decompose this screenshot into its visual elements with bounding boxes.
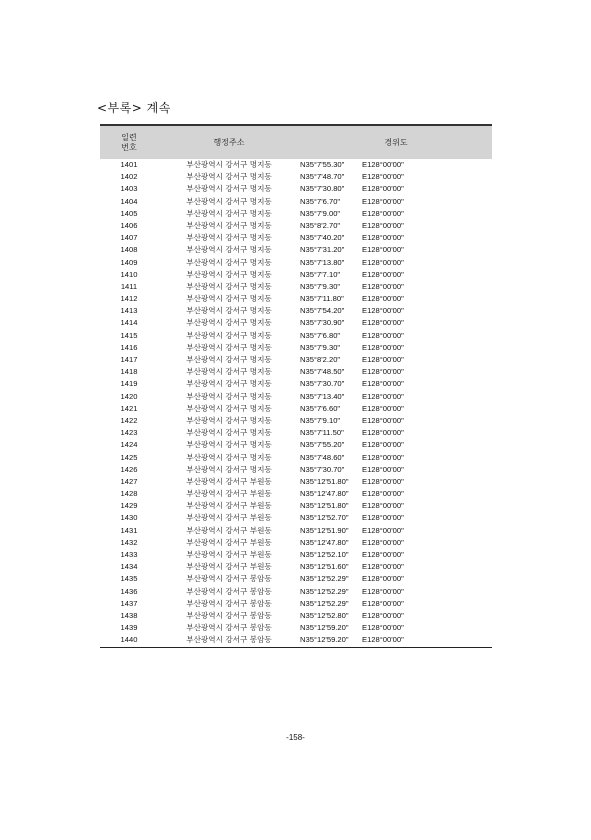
- longitude: E128°00'00": [362, 391, 404, 401]
- address-cell: 부산광역시 강서구 봉암동: [186, 586, 272, 596]
- table-row: [100, 330, 492, 342]
- serial-number: 1402: [120, 172, 138, 182]
- coordinates-cell: [300, 573, 492, 585]
- longitude: E128°00'00": [362, 428, 404, 438]
- longitude: E128°00'00": [362, 452, 404, 462]
- serial-number: 1426: [120, 464, 138, 474]
- address-cell: 부산광역시 강서구 명지동: [186, 172, 272, 182]
- longitude: E128°00'00": [362, 440, 404, 450]
- longitude: E128°00'00": [362, 513, 404, 523]
- longitude: E128°00'00": [362, 294, 404, 304]
- latitude: N35°7'54.20": [300, 306, 345, 316]
- address-cell: 부산광역시 강서구 명지동: [186, 330, 272, 340]
- table-body: [100, 159, 492, 647]
- longitude: E128°00'00": [362, 330, 404, 340]
- latitude: N35°12'52.29": [300, 586, 349, 596]
- page-number: -158-: [286, 733, 305, 742]
- latitude: N35°7'30.90": [300, 318, 345, 328]
- coordinates-cell: [300, 232, 492, 244]
- longitude: E128°00'00": [362, 537, 404, 547]
- header-serial-number: [100, 125, 158, 159]
- serial-number: 1431: [120, 525, 138, 535]
- latitude: N35°7'30.80": [300, 184, 345, 194]
- address-cell: 부산광역시 강서구 명지동: [186, 245, 272, 255]
- serial-number: 1429: [120, 501, 138, 511]
- table-row: [100, 317, 492, 329]
- table-row: [100, 257, 492, 269]
- coordinates-cell: [300, 183, 492, 195]
- coordinates-cell: [300, 427, 492, 439]
- serial-number: 1414: [120, 318, 138, 328]
- address-cell: 부산광역시 강서구 명지동: [186, 415, 272, 425]
- address-cell: 부산광역시 강서구 봉암동: [158, 634, 300, 647]
- longitude: E128°00'00": [362, 525, 404, 535]
- serial-number: 1419: [120, 379, 138, 389]
- table-row: [100, 610, 492, 622]
- address-cell: 부산광역시 강서구 명지동: [186, 403, 272, 413]
- coordinates-cell: [300, 634, 492, 647]
- address-cell: 부산광역시 강서구 명지동: [186, 440, 272, 450]
- serial-number: 1407: [120, 233, 138, 243]
- longitude: E128°00'00": [362, 574, 404, 584]
- coordinates-cell: [300, 305, 492, 317]
- page-heading: <부록> 계속: [97, 101, 171, 115]
- address-cell: 부산광역시 강서구 명지동: [186, 257, 272, 267]
- coordinates-cell: [300, 464, 492, 476]
- address-cell: 부산광역시 강서구 명지동: [186, 379, 272, 389]
- coordinates-cell: [300, 317, 492, 329]
- table-row: [100, 305, 492, 317]
- table-row: [100, 232, 492, 244]
- coordinates-cell: [300, 391, 492, 403]
- serial-number: 1435: [120, 574, 138, 584]
- table-row: [100, 537, 492, 549]
- latitude: N35°7'9.30": [300, 281, 341, 291]
- latitude: N35°7'6.60": [300, 403, 341, 413]
- latitude: N35°7'13.80": [300, 257, 345, 267]
- table-row: [100, 171, 492, 183]
- address-cell: 부산광역시 강서구 부원동: [186, 537, 272, 547]
- longitude: E128°00'00": [362, 172, 404, 182]
- serial-number: 1427: [120, 476, 138, 486]
- latitude: N35°7'13.40": [300, 391, 345, 401]
- serial-number: 1405: [120, 208, 138, 218]
- serial-number: 1422: [120, 415, 138, 425]
- latitude: N35°12'52.70": [300, 513, 349, 523]
- latitude: N35°7'55.20": [300, 440, 345, 450]
- coordinates-cell: [300, 269, 492, 281]
- table-row: [100, 183, 492, 195]
- table-row: [100, 549, 492, 561]
- table-row: [100, 573, 492, 585]
- latitude: N35°8'2.70": [300, 220, 341, 230]
- address-cell: 부산광역시 강서구 부원동: [186, 562, 272, 572]
- address-cell: 부산광역시 강서구 명지동: [186, 355, 272, 364]
- coordinates-cell: [300, 244, 492, 256]
- latitude: N35°7'48.60": [300, 452, 345, 462]
- latitude: N35°7'11.80": [300, 294, 344, 304]
- latitude: N35°7'48.70": [300, 172, 345, 182]
- serial-number: 1439: [120, 623, 138, 633]
- coordinates-cell: [300, 354, 492, 366]
- longitude: E128°00'00": [362, 598, 404, 608]
- coordinates-cell: [300, 537, 492, 549]
- table-row: [100, 378, 492, 390]
- coordinates-cell: [300, 622, 492, 634]
- header-coordinates: 경위도: [300, 125, 492, 159]
- longitude: E128°00'00": [362, 196, 404, 206]
- address-cell: 부산광역시 강서구 봉암동: [186, 623, 272, 633]
- longitude: E128°00'00": [362, 464, 404, 474]
- table-row: [100, 634, 492, 647]
- longitude: E128°00'00": [362, 379, 404, 389]
- table-row: [100, 427, 492, 439]
- latitude: N35°12'52.10": [300, 550, 349, 559]
- serial-number: 1411: [120, 281, 138, 291]
- table-row: [100, 281, 492, 293]
- coordinates-cell: [300, 403, 492, 415]
- serial-number: 1418: [120, 367, 138, 377]
- longitude: E128°00'00": [362, 403, 404, 413]
- table-row: [100, 525, 492, 537]
- coordinates-cell: [300, 281, 492, 293]
- address-cell: 부산광역시 강서구 명지동: [186, 391, 272, 401]
- header-serial-line2: 번호: [121, 142, 137, 152]
- address-cell: 부산광역시 강서구 부원동: [186, 525, 272, 535]
- longitude: E128°00'00": [362, 160, 404, 169]
- address-cell: 부산광역시 강서구 명지동: [186, 464, 272, 474]
- longitude: E128°00'00": [362, 501, 404, 511]
- serial-number: 1417: [120, 355, 138, 364]
- latitude: N35°12'51.90": [300, 525, 349, 535]
- address-cell: 부산광역시 강서구 명지동: [186, 196, 272, 206]
- address-cell: 부산광역시 강서구 명지동: [186, 318, 272, 328]
- latitude: N35°7'6.80": [300, 330, 341, 340]
- coordinates-cell: [300, 439, 492, 451]
- table-row: [100, 464, 492, 476]
- coordinates-cell: [300, 171, 492, 183]
- coordinates-cell: [300, 220, 492, 232]
- coordinates-cell: [300, 610, 492, 622]
- address-cell: 부산광역시 강서구 봉암동: [186, 610, 272, 620]
- address-cell: 부산광역시 강서구 부원동: [186, 489, 272, 499]
- longitude: E128°00'00": [362, 415, 404, 425]
- coordinates-cell: [300, 257, 492, 269]
- longitude: E128°00'00": [362, 562, 404, 572]
- longitude: E128°00'00": [362, 635, 404, 645]
- address-cell: 부산광역시 강서구 명지동: [186, 281, 272, 291]
- longitude: E128°00'00": [362, 489, 404, 499]
- longitude: E128°00'00": [362, 184, 404, 194]
- latitude: N35°7'48.50": [300, 367, 345, 377]
- serial-number: 1432: [120, 537, 138, 547]
- coordinates-cell: [300, 476, 492, 488]
- table-row: [100, 561, 492, 573]
- latitude: N35°12'51.80": [300, 501, 349, 511]
- coordinates-cell: [300, 488, 492, 500]
- table-row: [100, 220, 492, 232]
- table-row: [100, 512, 492, 524]
- latitude: N35°8'2.20": [300, 355, 341, 364]
- latitude: N35°7'9.30": [300, 342, 341, 352]
- address-cell: 부산광역시 강서구 봉암동: [186, 574, 272, 584]
- table-row: [100, 500, 492, 512]
- coordinates-cell: [300, 598, 492, 610]
- address-cell: 부산광역시 강서구 명지동: [186, 367, 272, 377]
- longitude: E128°00'00": [362, 610, 404, 620]
- table-row: [100, 342, 492, 354]
- latitude: N35°7'30.70": [300, 379, 345, 389]
- serial-number: 1430: [120, 513, 138, 523]
- serial-number: 1425: [120, 452, 138, 462]
- latitude: N35°12'47.80": [300, 489, 349, 499]
- longitude: E128°00'00": [362, 281, 404, 291]
- latitude: N35°7'11.50": [300, 428, 344, 438]
- longitude: E128°00'00": [362, 367, 404, 377]
- serial-number: 1413: [120, 306, 138, 316]
- coordinates-cell: [300, 342, 492, 354]
- longitude: E128°00'00": [362, 550, 404, 559]
- table-header-row: [100, 125, 492, 159]
- latitude: N35°7'31.20": [300, 245, 345, 255]
- table-row: [100, 488, 492, 500]
- serial-number: 1438: [120, 610, 138, 620]
- address-cell: 부산광역시 강서구 봉암동: [186, 598, 272, 608]
- coordinates-cell: [300, 500, 492, 512]
- serial-number: 1436: [120, 586, 138, 596]
- coordinates-cell: [300, 549, 492, 561]
- coordinates-table: [100, 124, 492, 648]
- table-row: [100, 439, 492, 451]
- longitude: E128°00'00": [362, 623, 404, 633]
- longitude: E128°00'00": [362, 208, 404, 218]
- longitude: E128°00'00": [362, 342, 404, 352]
- table-row: [100, 622, 492, 634]
- serial-number: 1403: [120, 184, 138, 194]
- latitude: N35°12'52.29": [300, 574, 349, 584]
- address-cell: 부산광역시 강서구 명지동: [186, 294, 272, 304]
- table-row: [100, 244, 492, 256]
- table-row: [100, 452, 492, 464]
- serial-number: 1406: [120, 220, 138, 230]
- latitude: N35°12'51.80": [300, 476, 349, 486]
- latitude: N35°7'9.00": [300, 208, 341, 218]
- longitude: E128°00'00": [362, 233, 404, 243]
- longitude: E128°00'00": [362, 355, 404, 364]
- latitude: N35°7'30.70": [300, 464, 345, 474]
- latitude: N35°12'59.20": [300, 623, 349, 633]
- table-row: [100, 208, 492, 220]
- coordinates-cell: [300, 525, 492, 537]
- serial-number: 1401: [120, 160, 138, 169]
- serial-number: 1437: [120, 598, 138, 608]
- latitude: N35°12'59.20": [300, 635, 349, 645]
- longitude: E128°00'00": [362, 306, 404, 316]
- coordinates-cell: [300, 159, 492, 171]
- serial-number: 1408: [120, 245, 138, 255]
- serial-number: 1421: [120, 403, 138, 413]
- coordinates-cell: [300, 330, 492, 342]
- table-row: [100, 403, 492, 415]
- serial-number: 1404: [120, 196, 138, 206]
- serial-number: 1433: [120, 550, 138, 559]
- serial-number: 1440: [100, 634, 158, 647]
- table-row: [100, 586, 492, 598]
- longitude: E128°00'00": [362, 269, 404, 279]
- address-cell: 부산광역시 강서구 명지동: [186, 342, 272, 352]
- address-cell: 부산광역시 강서구 명지동: [186, 184, 272, 194]
- address-cell: 부산광역시 강서구 명지동: [186, 208, 272, 218]
- serial-number: 1415: [120, 330, 138, 340]
- longitude: E128°00'00": [362, 318, 404, 328]
- coordinates-cell: [300, 512, 492, 524]
- latitude: N35°12'52.29": [300, 598, 349, 608]
- coordinates-cell: [300, 293, 492, 305]
- address-cell: 부산광역시 강서구 명지동: [186, 233, 272, 243]
- header-serial-line1: 일련: [121, 132, 137, 142]
- address-cell: 부산광역시 강서구 명지동: [186, 452, 272, 462]
- address-cell: 부산광역시 강서구 부원동: [186, 476, 272, 486]
- table-row: [100, 269, 492, 281]
- coordinates-cell: [300, 415, 492, 427]
- longitude: E128°00'00": [362, 220, 404, 230]
- coordinates-cell: [300, 452, 492, 464]
- longitude: E128°00'00": [362, 476, 404, 486]
- latitude: N35°7'7.10": [300, 269, 341, 279]
- coordinates-cell: [300, 586, 492, 598]
- latitude: N35°7'55.30": [300, 160, 345, 169]
- table-row: [100, 196, 492, 208]
- address-cell: 부산광역시 강서구 명지동: [186, 306, 272, 316]
- address-cell: 부산광역시 강서구 명지동: [186, 160, 272, 169]
- serial-number: 1428: [120, 489, 138, 499]
- serial-number: 1420: [120, 391, 138, 401]
- table-row: [100, 366, 492, 378]
- coordinates-cell: [300, 208, 492, 220]
- serial-number: 1410: [120, 269, 138, 279]
- address-cell: 부산광역시 강서구 명지동: [186, 428, 272, 438]
- serial-number: 1424: [120, 440, 138, 450]
- table-row: [100, 391, 492, 403]
- table-row: [100, 415, 492, 427]
- table-row: [100, 159, 492, 171]
- coordinates-cell: [300, 196, 492, 208]
- serial-number: 1423: [120, 428, 138, 438]
- serial-number: 1409: [120, 257, 138, 267]
- address-cell: 부산광역시 강서구 부원동: [186, 513, 272, 523]
- latitude: N35°12'51.60": [300, 562, 349, 572]
- serial-number: 1434: [120, 562, 138, 572]
- address-cell: 부산광역시 강서구 명지동: [186, 269, 272, 279]
- header-address: 행정주소: [158, 125, 300, 159]
- address-cell: 부산광역시 강서구 명지동: [186, 220, 272, 230]
- coordinates-cell: [300, 378, 492, 390]
- table-row: [100, 476, 492, 488]
- address-cell: 부산광역시 강서구 부원동: [186, 550, 272, 559]
- coordinates-cell: [300, 561, 492, 573]
- serial-number: 1412: [120, 294, 138, 304]
- coordinates-cell: [300, 366, 492, 378]
- serial-number: 1416: [120, 342, 138, 352]
- latitude: N35°12'47.80": [300, 537, 349, 547]
- table-row: [100, 354, 492, 366]
- table-row: [100, 293, 492, 305]
- longitude: E128°00'00": [362, 245, 404, 255]
- longitude: E128°00'00": [362, 586, 404, 596]
- longitude: E128°00'00": [362, 257, 404, 267]
- latitude: N35°7'40.20": [300, 233, 345, 243]
- address-cell: 부산광역시 강서구 부원동: [186, 501, 272, 511]
- latitude: N35°12'52.80": [300, 610, 349, 620]
- latitude: N35°7'6.70": [300, 196, 341, 206]
- table-row: [100, 598, 492, 610]
- latitude: N35°7'9.10": [300, 415, 341, 425]
